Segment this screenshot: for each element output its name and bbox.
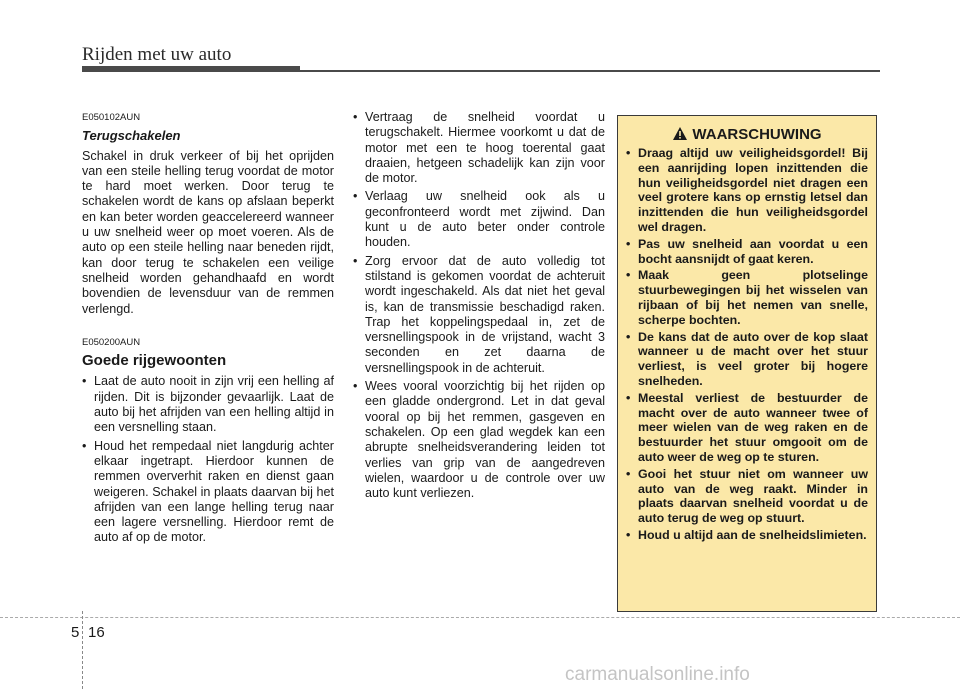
list-item: • Houd u altijd aan de snelheidslimieten. [626,527,867,542]
bullet-icon: • [626,466,631,481]
warning-list [618,146,876,543]
bullet-icon: • [626,236,631,251]
list-item: • Draag altijd uw veiligheidsgordel! Bij een aanrijding lopen inzittenden die hun veiligheidsgordel niet dragen een veel grotere kans op ernstig letsel dan inzittenden die hun veiligheidsgordel wel dragen. [626,146,868,234]
list-item: • De kans dat de auto over de kop slaat wanneer u de macht over het stuur verliest, is veel groter bij hogere snelheden. [626,329,868,388]
bullet-icon: • [626,146,631,160]
list-item: • Meestal verliest de bestuurder de macht over de auto wanneer twee of meer wielen van de weg raken en de bestuurder het stuur omgooit om de auto weer de weg op te sturen. [626,390,868,464]
bullet-icon: • [353,189,358,204]
bullet-icon: • [82,374,87,389]
chapter-number: 5 [71,624,80,641]
warning-triangle-icon [672,126,688,141]
bullet-icon: • [82,438,87,453]
bullet-icon: • [626,329,631,344]
driving-tips-list [353,110,605,501]
bullet-icon: • [626,527,631,542]
section-title-terugschakelen: Terugschakelen [82,128,181,144]
section-body: Schakel in druk verkeer of bij het oprijden van een steile helling terug voordat de motor te hard moet werken. Door terug te schakelen wordt de kans op afslaan beperkt en kan beter worden geaccelereerd wanneer u uw snelheid weer op moet voeren. Als de auto op een steile helling naar beneden rijdt, kan door terug te schakelen een veilige snelheid worden gehandhaafd en wordt bovendien de levensduur van de remmen verlengd. [82,148,334,316]
list-item: • Zorg ervoor dat de auto volledig tot stilstand is gekomen voordat de achteruit wordt ingeschakeld. Als dat niet het geval is, kan de transmissie beschadigd raken. Trap het koppelingspedaal in, zet de versnellingspook in de vrijstand, wacht 3 seconden en zet daarna de versnellingspook in de achteruit. [353,253,605,375]
list-item: • Laat de auto nooit in zijn vrij een helling af rijden. Dit is bijzonder gevaarlijk. Laat de auto bij het afrijden van een helling altijd in een versnelling staan. [82,374,334,435]
page-number: 16 [88,624,105,641]
list-item: • Houd het rempedaal niet langdurig achter elkaar ingetrapt. Hierdoor kunnen de remmen oververhit raken en dienst gaan weigeren. Schakel in plaats daarvan bij het afrijden van een lange helling terug naar een lagere versnelling. Hierdoor remt de auto af op de motor. [82,438,334,545]
watermark: carmanualsonline.info [565,664,750,685]
driving-habits-list [82,374,334,545]
section-code: E050200AUN [82,336,141,348]
list-item: • Verlaag uw snelheid ook als u geconfronteerd wordt met zijwind. Dan kunt u de auto beter onder controle houden. [353,189,605,250]
middle-column [353,110,605,504]
section-title-goede-rijgewoonten: Goede rijgewoonten [82,352,227,370]
list-item: • Pas uw snelheid aan voordat u een bocht aansnijdt of gaat keren. [626,236,868,266]
header-rule-thick [82,66,300,72]
page-header-title: Rijden met uw auto [82,44,232,65]
bullet-icon: • [353,379,358,394]
footer-divider [0,617,960,618]
header-rule-thin [300,70,880,72]
list-item: • Maak geen plotselinge stuurbewegingen bij het wisselen van rijbaan of bij het nemen van snelle, scherpe bochten. [626,268,868,327]
bullet-icon: • [626,390,631,405]
bullet-icon: • [626,268,631,283]
list-item: • Wees vooral voorzichtig bij het rijden op een gladde ondergrond. Let in dat geval vooral op bij het remmen, gasgeven en schakelen. Op een glad wegdek kan een abrupte snelheidsverandering leiden tot verlies van grip van de aangedreven wielen, waardoor u de controle over uw auto kunt verliezen. [353,379,605,501]
warning-box [617,115,877,612]
warning-title: WAARSCHUWING [618,126,876,143]
bullet-icon: • [353,110,358,124]
bullet-icon: • [353,253,358,268]
section-code: E050102AUN [82,112,141,123]
footer-vertical-divider [82,611,83,689]
list-item: • Gooi het stuur niet om wanneer uw auto van de weg raakt. Minder in plaats daarvan snelheid voordat u de auto terug de weg op stuurt. [626,466,868,526]
list-item: • Vertraag de snelheid voordat u terugschakelt. Hiermee voorkomt u dat de motor met een te hoog toerental gaat draaien, hetgeen schadelijk kan zijn voor de motor. [353,110,605,186]
left-column [82,110,334,549]
